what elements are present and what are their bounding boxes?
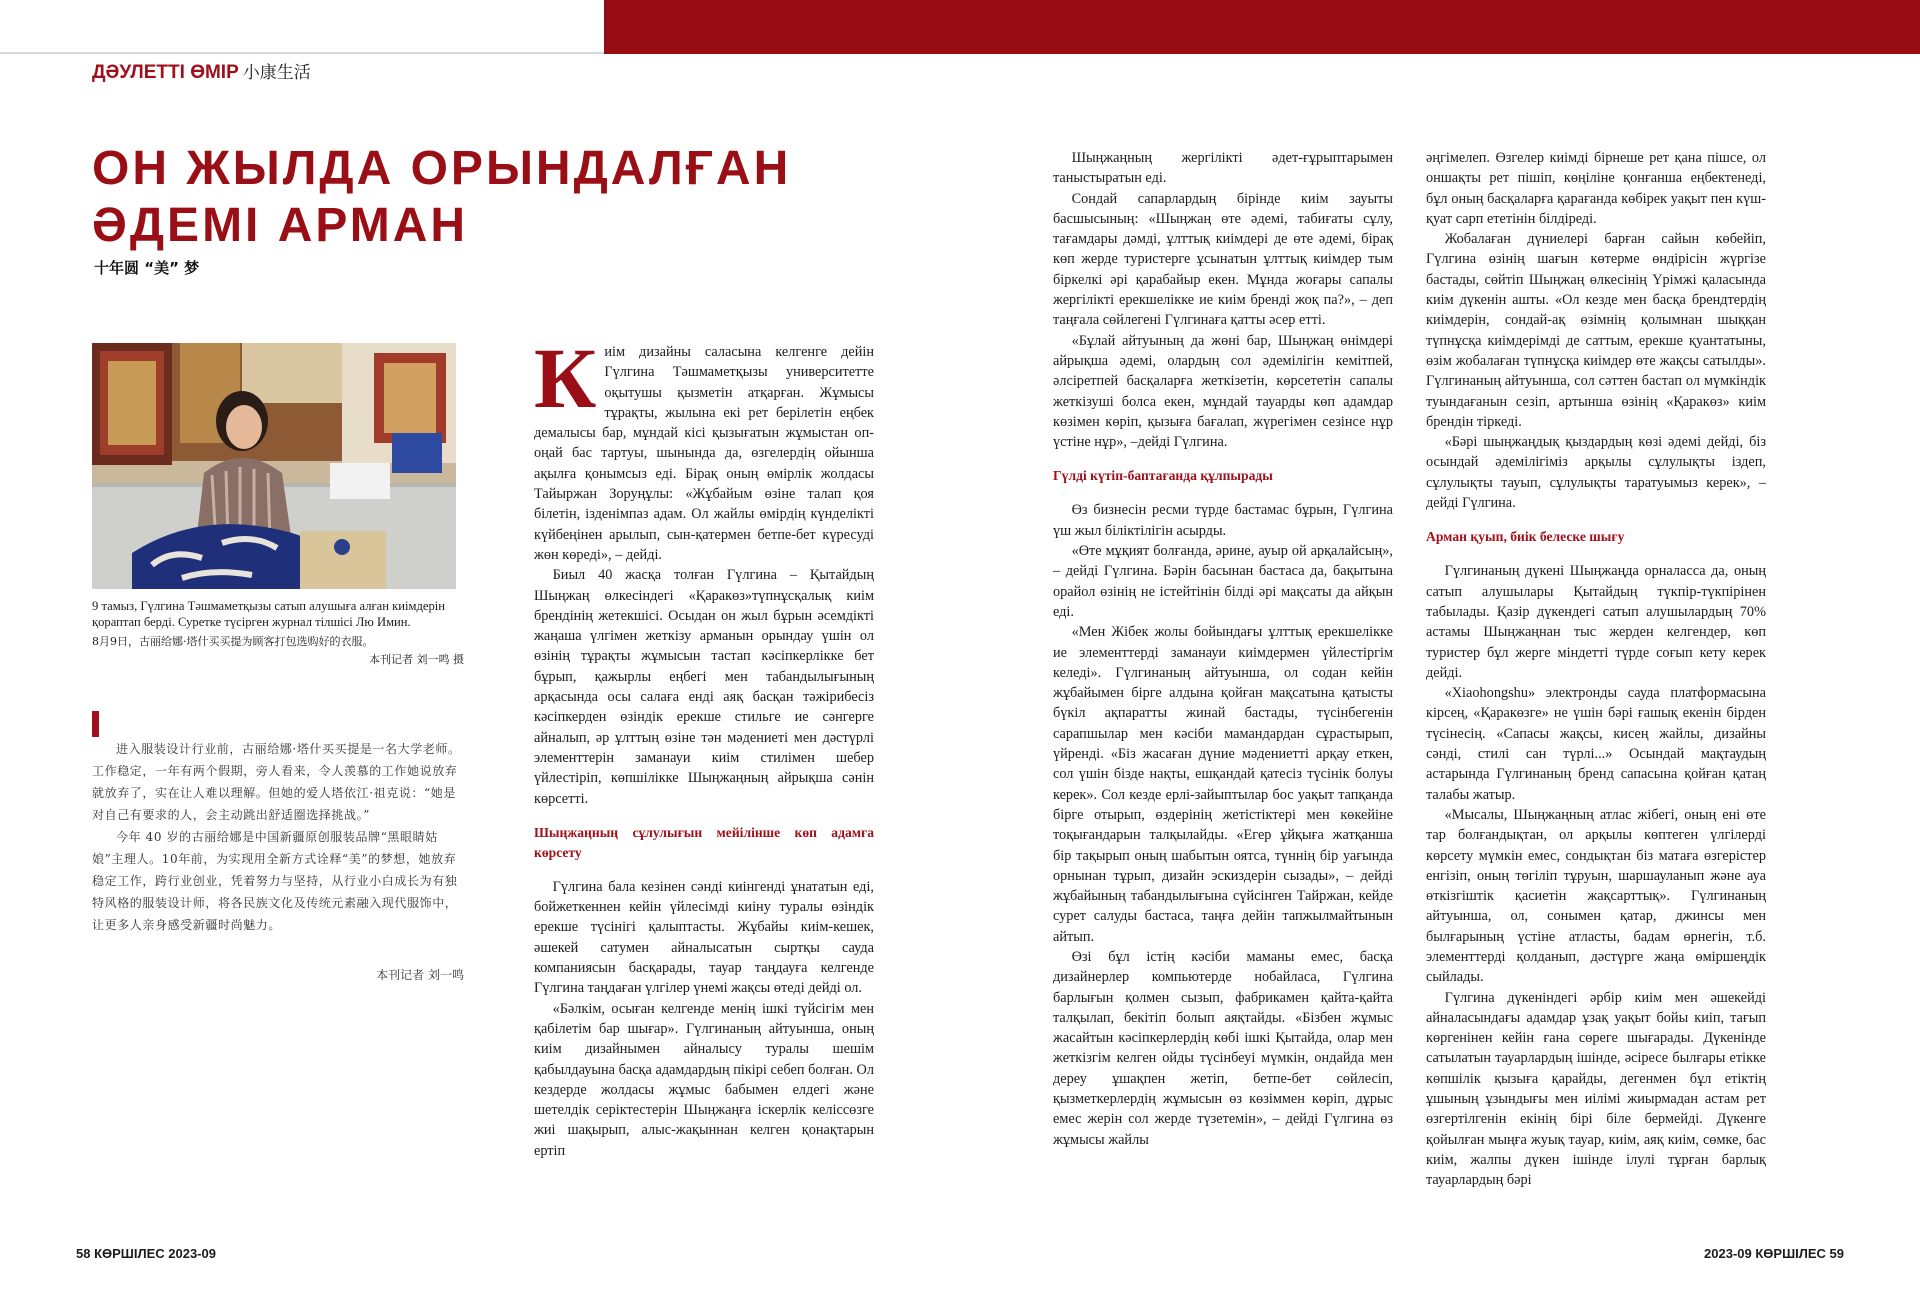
body-text: иім дизайны саласына келгенге дейін Гүлгина Тәшмаметқызы университетте оқытушы қызметін атқарған. Жұмысы тұрақты, жылына екі рет берілетін еңбек демалысы бар, мұндай кісі қызығатын жұмыстан оп-оңай бас тартуы, шынында да, өзгелердің ойынша ақылға қонымсыз еді. Бірақ оның өмірлік жолдасы Тайыржан Зоруңұлы: «Жұбайым өзіне талап қоя білетін, ізденімпаз адам. Ол жайлы өмірдің күнделікті күйбеңінен арылып, сын-қатермен бетпе-бет күресуді жөн көреді», – дейді.	[534, 344, 874, 563]
article-column-1	[534, 330, 874, 1161]
photo-woman-folding-clothes	[92, 343, 456, 589]
body-paragraph	[534, 330, 874, 565]
body-paragraph: Гүлгинаның дүкені Шыңжаңда орналасса да, оның сатып алушылары Қытайдың түкпір-түкпірінен табылады. Қазір дүкендегі сатып алушылардың 70% астамы Шыңжаңнан тыс жерден келгендер, көп туристер бұл жерге міндетті түрде соғып кету керек дейді.	[1426, 563, 1766, 681]
photo-caption-zh	[92, 633, 464, 669]
drop-cap: К	[534, 330, 597, 426]
body-paragraph: Жобалаған дүниелері барған сайын көбейіп, Гүлгина өзінің шағын көтерме өндірісін жүргізе бастады, сөйтіп Шыңжаң өлкесінің Үрімжі қаласында киім дүкенін ашты. «Ол кезде мен басқа брендтердің киімдерін, сондай-ақ өзімнің қолымнан шыққан түпнұсқа киімдерімді де саттым, ерекше қуантатыны, өзім жобалаған түпнұсқа киімдер өте жақсы сатылды». Гүлгинаның айтуынша, сол сәттен бастап ол мүмкіндік туындағанын сезіп, артынша өзінің «Қаракөз» киім брендін тіркеді.	[1426, 231, 1766, 430]
section-heading: Гүлді күтіп-баптағанда құлпырады	[1053, 468, 1273, 484]
body-paragraph: Биыл 40 жасқа толған Гүлгина – Қытайдың Шыңжаң өлкесіндегі «Қаракөз»түпнұсқалық киім брендінің жетекшісі. Осыдан он жыл бұрын әсемдікті жаңаша үлгімен жеткізу арманын орындау үшін ол өзінің тұрақты жұмысын тастап кәсіпкерлікке бет бұрып, қажырлы еңбегі мен табандылығының арқасында осы салаға енді аяқ басқан тәжірибесіз кәсіпкерден өзіндік ерекше стильге ие сәнгерге айналып, әр ұлттың өзіне тән мәдениеті мен дәстүрлі элементтерін заманауи киім стилімен шебер үйлестіріп, көпшілікке Шыңжаңның айрықша сәнін көрсетті.	[534, 567, 874, 807]
body-paragraph: «Бәлкім, осыған келгенде менің ішкі түйсігім мен қабілетім бар шығар». Гүлгинаның айтуынша, оның киім дизайнымен айналысу туралы шешім қабылдауына басқа адамдардың пікірі себеп болған. Ол кездерде жолдасы жұмыс бабымен елдегі және шетелдік серіктестерін Шыңжаңға іскерлік келіссөзге жиі шақырып, алыс-жақыннан келген қонақтарын ертіп	[534, 1000, 874, 1159]
summary-paragraph: 今年 40 岁的古丽给娜是中国新疆原创服装品牌“黑眼睛姑娘”主理人。10年前，为实现用全新方式诠释“美”的梦想，她放弃稳定工作，跨行业创业，凭着努力与坚持，从行业小白成长为有独特风格的服装设计师，将各民族文化及传统元素融入现代服饰中，让更多人亲身感受新疆时尚魅力。	[92, 830, 458, 932]
section-heading: Шыңжаңның сұлулығын мейілінше көп адамға көрсету	[534, 824, 874, 860]
body-paragraph: «Мен Жібек жолы бойындағы ұлттық ерекшелікке ие элементтерді заманауи киімдермен үйлестіргім келеді». Гүлгинаның айтуынша, ол содан кейін жұбайымен бірге алдына қойған мақсатына қатысты бүкіл ақпаратты жинай бастады, түсінбегенін сарапшылар мен кәсіби мамандардан сұрастырып, үйренді. «Біз жасаған дүние мәдениетті арқау еткен, сол үшін бізде нақты, ешқандай қатесіз түсінік болуы керек». Сол кезде ерлі-зайыптылар бос уақыт тапқанда бірге отырып, өздерінің жетістіктері мен көкейіне тоқығандарын талқылайды. «Егер ұйқыға жатқанша бір тақырып оның шабытын оятса, түннің бір уағында орнынан тұрып, дизайн эскиздерін сызады», – дейді жұбайының табандылығына сүйсінген Тайржан, кейде сурет салуды бастаса, таңға дейін тапжылмайтынын айтып.	[1053, 624, 1393, 945]
body-paragraph: Гүлгина бала кезінен сәнді киінгенді ұнататын еді, бойжеткеннен кейін үйлесімді киіну туралы өзіндік ерекше түсінігі қалыптасты. Жұбайы киім-кешек, әшекей сатумен айналысатын сыртқы сауда компаниясын басқарады, тауар таңдауға келгенде Гүлгина таңдаған үлгілер үнемі жақсы өтеді дейді ол.	[534, 878, 874, 997]
summary-credit: 本刊记者 刘一鸣	[376, 968, 464, 982]
caption-zh-text: 8月9日，古丽给娜·塔什买买提为顾客打包选购好的衣服。	[92, 635, 374, 648]
body-paragraph: Шыңжаңның жергілікті әдет-ғұрыптарымен таныстыратын еді.	[1053, 150, 1393, 187]
section-tag-zh: 小康生活	[242, 63, 311, 82]
body-paragraph: «Xiaohongshu» электронды сауда платформасына кірсең, «Қаракөзге» не үшін бәрі ғашық екенін бірден түсінесің. «Сапасы жақсы, кисең жайлы, дизайны сәнді, стилі сан түрлі...» Осындай мақтаудың астарында Гүлгинаның бренд сапасына қойған қатаң талабы жатыр.	[1426, 685, 1766, 803]
body-paragraph: Өз бизнесін ресми түрде бастамас бұрын, Гүлгина үш жыл біліктілігін асырды.	[1053, 502, 1393, 539]
body-paragraph: «Мысалы, Шыңжаңның атлас жібегі, оның ені өте тар болғандықтан, ол арқылы көптеген үлгілерді көрсету мүмкін емес, сондықтан біз матаға өзгерістер енгізіп, оның төгіліп тұруын, шаршауланып және ауа өткізгіштік қасиетін жақсарттық». Гүлгинаның айтуынша, ол, сонымен қатар, джинсы мен былғарының үстіне атласты, бадам өрнегін, т.б. элементтерді қолданып, дәстүрге жаңа өміршеңдік сыйлады.	[1426, 806, 1766, 986]
body-paragraph: «Бәрі шыңжаңдық қыздардың көзі әдемі дейді, біз осындай әдемілігіміз арқылы сұлулықты іздеп, сұлулықты тауып, сұлулықты таратуымыз керек», – дейді Гүлгина.	[1426, 434, 1766, 512]
body-paragraph: «Бұлай айтуының да жөні бар, Шыңжаң өнімдері айрықша әдемі, олардың сол әдемілігін кемітпей, әлсіретпей басқаларға жеткізетін, көрсететін сапалы жеткізуші болса екен, мұндай тауарды көп адамдар көзімен көріп, қызыға бағалап, жүрегімен сезінсе нұр үстіне нұр», –дейді Гүлгина.	[1053, 332, 1393, 451]
body-paragraph: Өзі бұл істің кәсіби маманы емес, басқа дизайнерлер компьютерде нобайласа, Гүлгина барлығын қолмен сызып, фабрикамен қайта-қайта талқылап, бекітіп болып аяқтайды. «Бізбен жұмыс жасайтын кәсіпкерлердің көбі ішкі Қытайда, олар мен жеткізгім келген ойды түсінбеуі мүмкін, ондайда мен дереу ұшақпен жетіп, бетпе-бет сөйлесіп, қызметкерлердің жұмысын өз көзіммен көріп, дұрыс емес жерін сол жерде түзетемін», – дейді Гүлгина өз жұмысы жайлы	[1053, 948, 1393, 1148]
header-red-bar	[604, 0, 1920, 54]
body-paragraph: «Өте мұқият болғанда, әрине, ауыр ой арқалайсың», – дейді Гүлгина. Бәрін басынан бастаса да, бақытына орайол өзінің не істейтінін білді әрі мақсаты да айқын еді.	[1053, 543, 1393, 620]
caption-zh-credit: 本刊记者 刘一鸣 摄	[369, 653, 464, 666]
section-tag	[92, 58, 311, 84]
folio-right: 2023-09 КӨРШІЛЕС 59	[1704, 1246, 1844, 1261]
header-divider	[0, 52, 604, 54]
photo-caption-kz: 9 тамыз, Гүлгина Тәшмаметқызы сатып алушыға алған киімдерін қораптап берді. Суретке түсірген журнал тілшісі Лю Имин.	[92, 599, 446, 629]
article-column-3	[1426, 148, 1766, 1191]
article-photo	[92, 343, 456, 589]
article-title: ОН ЖЫЛДА ОРЫНДАЛҒАН ӘДЕМІ АРМАН	[92, 142, 792, 252]
body-paragraph: Сондай сапарлардың бірінде киім зауыты басшысының: «Шыңжаң өте әдемі, табиғаты сұлу, тағамдары дәмді, ұлттық киімдері де өте әдемі, бірақ көп жерде туристерге ұсынатын ұлттық киімдер тым біркелкі әрі қарабайыр екен. Мұнда жоғары сапалы жергілікті ерекшелікке ие киім бренді жоқ па?», – деп таңғала сөйлегені Гүлгинаға қатты әсер етті.	[1053, 190, 1393, 329]
chinese-summary	[92, 738, 464, 936]
section-tag-kz: ДӘУЛЕТТІ ӨМІР	[92, 62, 239, 83]
body-paragraph: Гүлгина дүкеніндегі әрбір киім мен әшекейді айналасындағы адамдар ұзақ уақыт бойы киіп, тағып көргенінен кейін ғана сөреге шығарады. Дүкенінде сатылатын тауарлардың ішінде, әсіресе былғары етікке көпшілік қызыға қарайды, дегенмен бұл етіктің ұшының ұзындығы мен иілімі жиырмадан астам рет өзгертілгенін екінің бірі біле бермейді. Дүкенге қойылған мыңға жуық тауар, киім, аяқ киім, сөмке, бас киім, жалпы дүкен ішінде ілулі тұрған барлық тауарлардың бәрі	[1426, 989, 1766, 1189]
summary-paragraph: 进入服装设计行业前，古丽给娜·塔什买买提是一名大学老师。工作稳定，一年有两个假期，旁人看来，令人羡慕的工作她说放弃就放弃了，实在让人难以理解。但她的爱人塔依江·祖克说：“她是对自己有要求的人，会主动跳出舒适圈选择挑战。”	[92, 742, 461, 822]
article-subtitle: 十年圆 “美” 梦	[94, 259, 200, 277]
section-heading: Арман қуып, биік белеске шығу	[1426, 529, 1625, 545]
article-column-2	[1053, 148, 1393, 1150]
body-paragraph: әңгімелеп. Өзгелер киімді бірнеше рет қана пішсе, ол оншақты рет пішіп, көңіліне қонғанша еңбектенеді, бұл оның басқаларға қарағанда көбірек уақыт пен күш-қуат сарп ететінін білдіреді.	[1426, 150, 1766, 227]
summary-marker	[92, 711, 99, 737]
folio-left: 58 КӨРШІЛЕС 2023-09	[76, 1246, 216, 1261]
